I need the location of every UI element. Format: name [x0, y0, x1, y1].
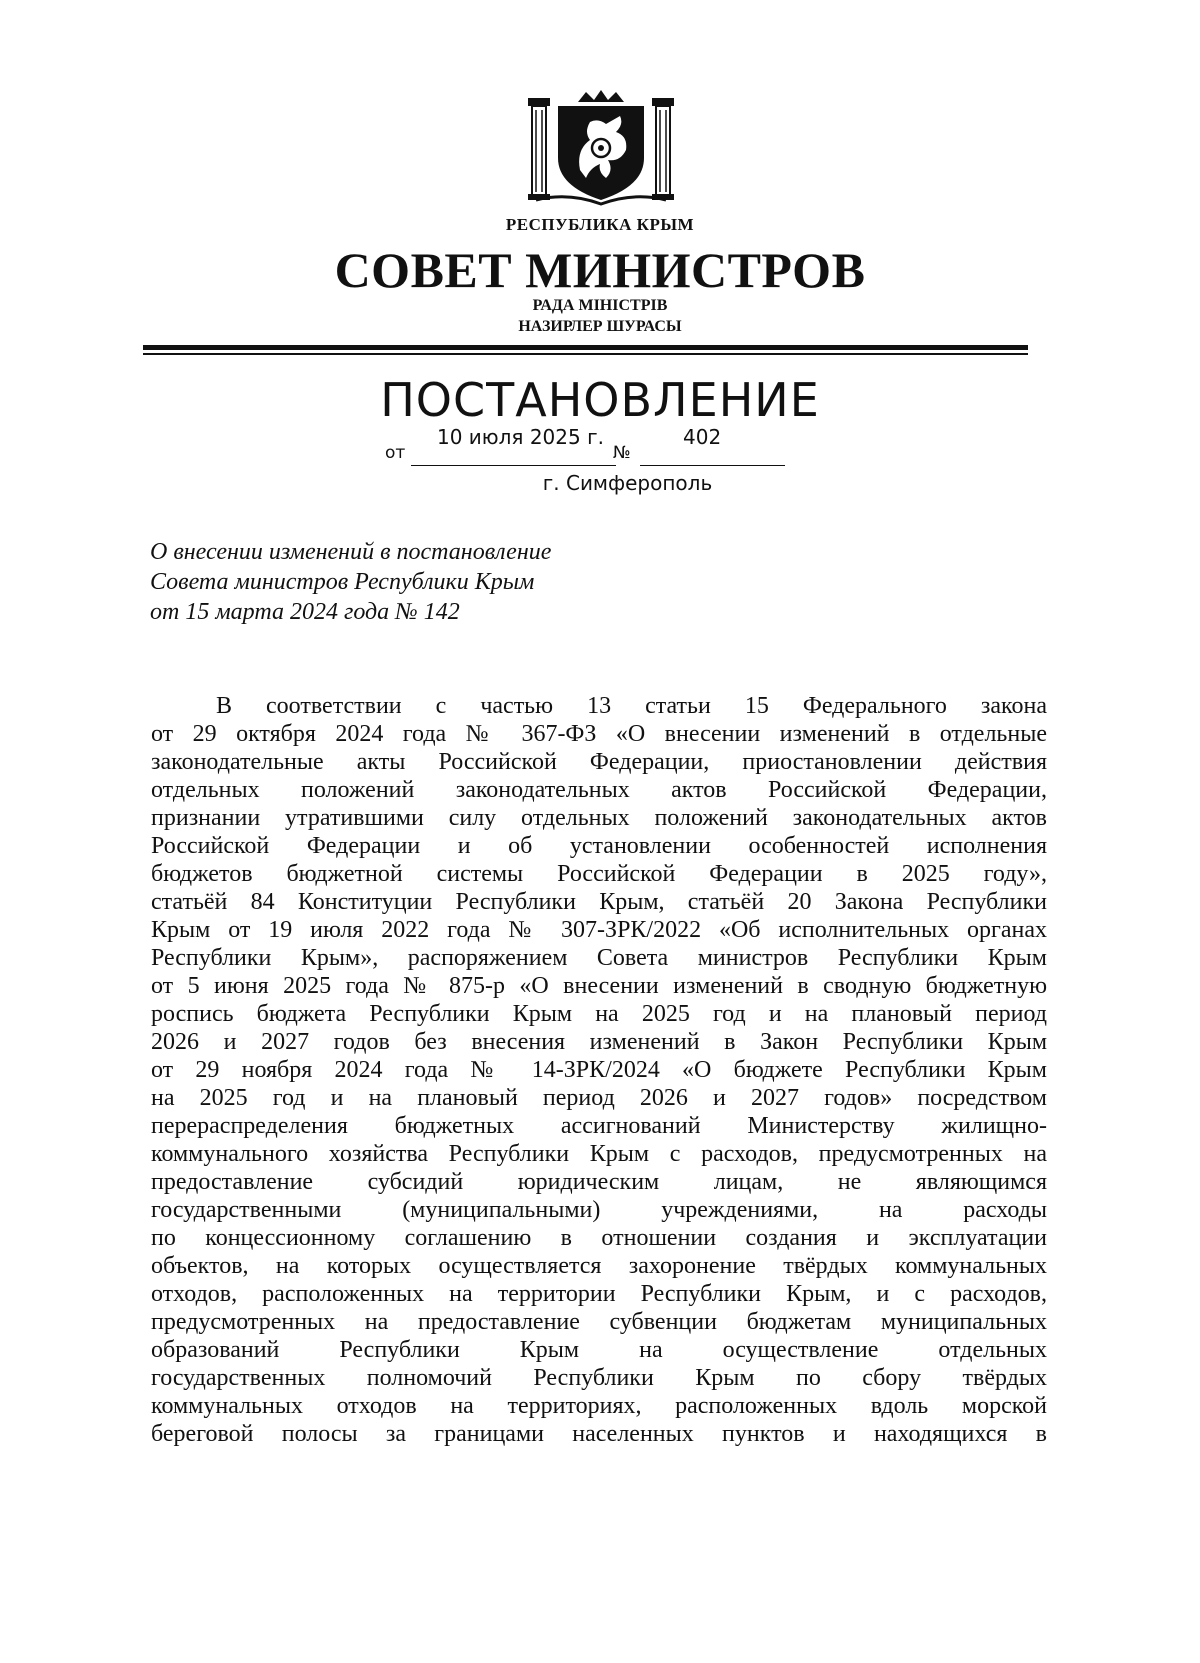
city-name: г. Симферополь — [542, 471, 713, 495]
body-line: Российской Федерации и об установлении особенностей исполнения — [151, 833, 1047, 859]
subject-line: О внесении изменений в постановление — [150, 539, 552, 565]
body-line: законодательные акты Российской Федерации, приостановлении действия — [151, 749, 1047, 775]
body-line: на 2025 год и на плановый период 2026 и 2027 годов» посредством — [151, 1085, 1047, 1111]
body-line: коммунальных отходов на территориях, расположенных вдоль морской — [151, 1393, 1047, 1419]
body-line: признании утратившими силу отдельных положений законодательных актов — [151, 805, 1047, 831]
body-line: бюджетов бюджетной системы Российской Федерации в 2025 году», — [151, 861, 1047, 887]
number-label: № — [613, 443, 631, 463]
body-line: береговой полосы за границами населенных пунктов и находящихся в — [151, 1421, 1047, 1447]
body-line: от 5 июня 2025 года № 875-р «О внесении изменений в сводную бюджетную — [151, 973, 1047, 999]
city-line — [0, 471, 1200, 495]
document-type-title: ПОСТАНОВЛЕНИЕ — [380, 373, 820, 427]
body-line: от 29 ноября 2024 года № 14-ЗРК/2024 «О бюджете Республики Крым — [151, 1057, 1047, 1083]
body-line: роспись бюджета Республики Крым на 2025 год и на плановый период — [151, 1001, 1047, 1027]
header-divider-thin — [143, 353, 1028, 355]
date-underline — [411, 465, 616, 466]
number-underline — [640, 465, 785, 466]
subject-line: от 15 марта 2024 года № 142 — [150, 599, 460, 625]
body-line: предоставление субсидий юридическим лицам, не являющимся — [151, 1169, 1047, 1195]
body-line: от 29 октября 2024 года № 367-ФЗ «О внесении изменений в отдельные — [151, 721, 1047, 747]
body-line: отходов, расположенных на территории Республики Крым, и с расходов, — [151, 1281, 1047, 1307]
council-title-ukrainian: РАДА МІНІСТРІВ — [532, 297, 668, 314]
document-date: 10 июля 2025 г. — [437, 425, 604, 449]
body-line: государственных полномочий Республики Крым по сбору твёрдых — [151, 1365, 1047, 1391]
body-line: 2026 и 2027 годов без внесения изменений в Закон Республики Крым — [151, 1029, 1047, 1055]
body-line: Крым от 19 июля 2022 года № 307-ЗРК/2022 «Об исполнительных органах — [151, 917, 1047, 943]
body-paragraph — [151, 692, 1047, 1448]
body-line: перераспределения бюджетных ассигнований Министерству жилищно- — [151, 1113, 1047, 1139]
body-line: по концессионному соглашению в отношении создания и эксплуатации — [151, 1225, 1047, 1251]
republic-title: РЕСПУБЛИКА КРЫМ — [505, 215, 695, 234]
document-number: 402 — [683, 425, 722, 449]
body-line: образований Республики Крым на осуществление отдельных — [151, 1337, 1047, 1363]
body-line: В соответствии с частью 13 статьи 15 Федерального закона — [216, 693, 1047, 719]
council-title-crimean-tatar: НАЗИРЛЕР ШУРАСЫ — [518, 318, 682, 335]
body-line: коммунального хозяйства Республики Крым с расходов, предусмотренных на — [151, 1141, 1047, 1167]
date-number-line — [385, 425, 805, 469]
council-title: СОВЕТ МИНИСТРОВ — [334, 242, 866, 298]
body-line: предусмотренных на предоставление субвенции бюджетам муниципальных — [151, 1309, 1047, 1335]
body-line: Республики Крым», распоряжением Совета министров Республики Крым — [151, 945, 1047, 971]
body-line: объектов, на которых осуществляется захоронение твёрдых коммунальных — [151, 1253, 1047, 1279]
body-line: статьёй 84 Конституции Республики Крым, статьёй 20 Закона Республики — [151, 889, 1047, 915]
crimea-coat-of-arms-icon — [528, 88, 674, 208]
from-label: от — [385, 443, 406, 463]
subject-heading — [150, 537, 551, 627]
body-line: отдельных положений законодательных актов Российской Федерации, — [151, 777, 1047, 803]
body-line: государственными (муниципальными) учреждениями, на расходы — [151, 1197, 1047, 1223]
header-divider-thick — [143, 345, 1028, 350]
subject-line: Совета министров Республики Крым — [150, 569, 535, 595]
